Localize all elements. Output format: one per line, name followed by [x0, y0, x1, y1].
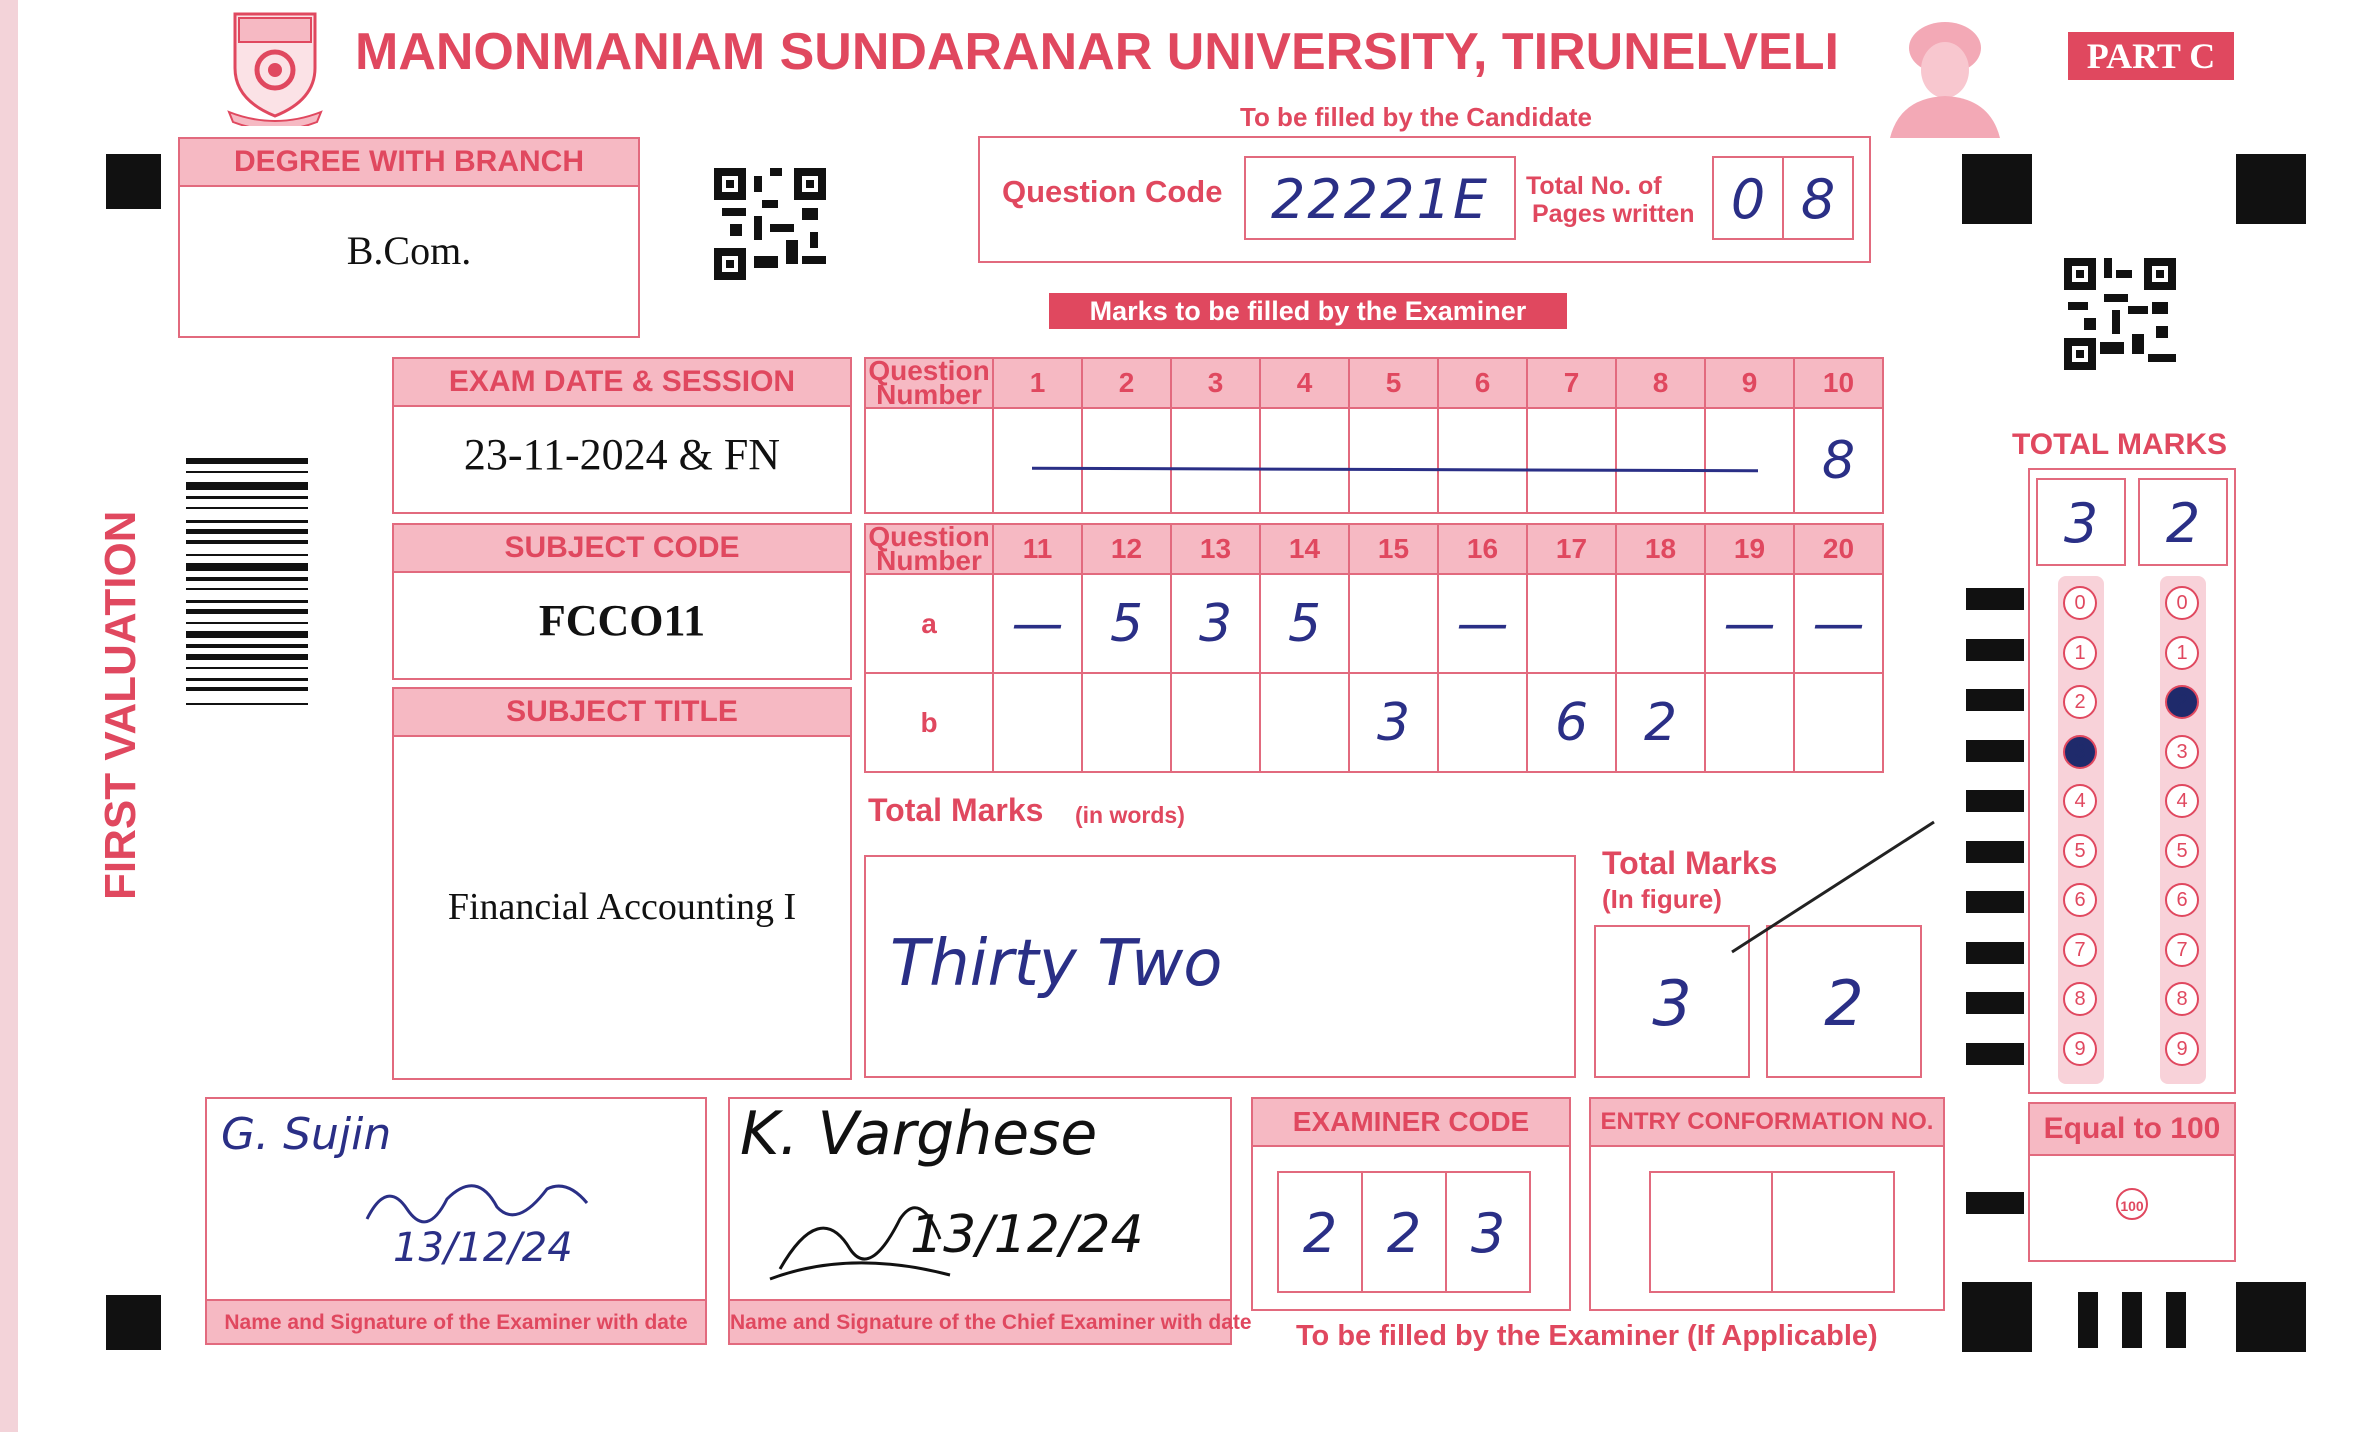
- mark-cell-11a[interactable]: —: [993, 574, 1082, 673]
- omr-bubble-col1-5[interactable]: 5: [2063, 834, 2097, 868]
- mark-cell-12a[interactable]: 5: [1082, 574, 1171, 673]
- qn-header-16: 16: [1438, 524, 1527, 574]
- timing-mark: [1966, 1043, 2024, 1065]
- pages-label-2: Pages written: [1532, 200, 1695, 228]
- mark-cell-15b[interactable]: 3: [1349, 673, 1438, 772]
- mark-cell-8[interactable]: [1616, 408, 1705, 513]
- row-a-label: a: [865, 574, 993, 673]
- pages-digit-2: 8: [1800, 168, 1836, 231]
- examiner-date: 13/12/24: [393, 1225, 573, 1271]
- degree-label: DEGREE WITH BRANCH: [180, 139, 638, 187]
- omr-bubble-col1-7[interactable]: 7: [2063, 933, 2097, 967]
- omr-bubble-col2-6[interactable]: 6: [2165, 883, 2199, 917]
- mark-cell-blank: [865, 408, 993, 513]
- timing-mark: [1966, 740, 2024, 762]
- page-edge: [0, 0, 18, 1432]
- question-number-label: [865, 355, 993, 410]
- mark-cell-18a[interactable]: [1616, 574, 1705, 673]
- timing-mark: [1966, 689, 2024, 711]
- mark-cell-16b[interactable]: [1438, 673, 1527, 772]
- barcode: [186, 458, 308, 926]
- omr-digit-1: 3: [2063, 492, 2099, 555]
- mark-cell-18b[interactable]: 2: [1616, 673, 1705, 772]
- subject-code-label: SUBJECT CODE: [394, 525, 850, 573]
- examiner-code-d2: 2: [1386, 1202, 1422, 1265]
- qn-header-7: 7: [1527, 358, 1616, 408]
- mark-cell-17b[interactable]: 6: [1527, 673, 1616, 772]
- mark-cell-19a[interactable]: —: [1705, 574, 1794, 673]
- examiner-caption: Name and Signature of the Examiner with date: [207, 1299, 705, 1343]
- total-figure-label: Total Marks: [1602, 845, 1778, 881]
- marks-grid-1: [864, 357, 1884, 514]
- timing-mark: [1966, 891, 2024, 913]
- qn-header-5: 5: [1349, 358, 1438, 408]
- mark-cell-20b[interactable]: [1794, 673, 1883, 772]
- omr-digit-box-2[interactable]: [2138, 478, 2228, 566]
- omr-bubble-col2-8[interactable]: 8: [2165, 982, 2199, 1016]
- total-figure-d2: 2: [1824, 967, 1864, 1040]
- mark-cell-7[interactable]: [1527, 408, 1616, 513]
- corner-marker-tr1: [1962, 154, 2032, 224]
- omr-bubble-col1-8[interactable]: 8: [2063, 982, 2097, 1016]
- timing-mark: [1966, 1192, 2024, 1214]
- examiner-name-handwritten: G. Sujin: [221, 1109, 392, 1160]
- mark-cell-19b[interactable]: [1705, 673, 1794, 772]
- university-title: MANONMANIAM SUNDARANAR UNIVERSITY, TIRUNELVELI: [355, 23, 1839, 81]
- total-words-sub: (in words): [1075, 802, 1185, 828]
- subject-title-label: SUBJECT TITLE: [394, 689, 850, 737]
- qn-label-2b: Number: [876, 545, 982, 576]
- mark-cell-14b[interactable]: [1260, 673, 1349, 772]
- qn-header-9: 9: [1705, 358, 1794, 408]
- bottom-bar-2: [2122, 1292, 2142, 1348]
- total-words-label: Total Marks: [868, 792, 1044, 828]
- pages-label-1: Total No. of: [1526, 172, 1662, 200]
- equal-to-bubble[interactable]: [2116, 1188, 2148, 1220]
- pages-digit-2-cell[interactable]: [1782, 156, 1854, 240]
- mark-cell-14a[interactable]: 5: [1260, 574, 1349, 673]
- question-code-label: Question Code: [1002, 174, 1223, 209]
- timing-mark: [1966, 992, 2024, 1014]
- total-figure-sub: (In figure): [1602, 884, 1722, 914]
- total-words-value: Thirty Two: [890, 927, 1223, 1001]
- omr-bubble-col2-2[interactable]: 2: [2165, 685, 2199, 719]
- timing-mark: [1966, 639, 2024, 661]
- pages-digit-1: 0: [1730, 168, 1766, 231]
- omr-bubble-col1-1[interactable]: 1: [2063, 636, 2097, 670]
- equal-to-bubble-text: 100: [2120, 1198, 2144, 1214]
- mark-cell-1[interactable]: [993, 408, 1082, 513]
- grid2-row-a: [865, 574, 1883, 673]
- total-words-field[interactable]: [864, 855, 1576, 1078]
- qn-header-17: 17: [1527, 524, 1616, 574]
- row-b-label: b: [865, 673, 993, 772]
- exam-date-box: [392, 357, 852, 514]
- qn-header-3: 3: [1171, 358, 1260, 408]
- corner-marker-br2: [2236, 1282, 2306, 1352]
- bottom-bar-3: [2166, 1292, 2186, 1348]
- question-code-field[interactable]: [1244, 156, 1516, 240]
- omr-bubble-col2-9[interactable]: 9: [2165, 1032, 2199, 1066]
- entry-conf-cell-2[interactable]: [1771, 1171, 1895, 1293]
- mark-cell-9[interactable]: [1705, 408, 1794, 513]
- entry-conf-box: [1589, 1097, 1945, 1311]
- equal-to-box: [2028, 1102, 2236, 1262]
- corner-marker-br1: [1962, 1282, 2032, 1352]
- qn-header-12: 12: [1082, 524, 1171, 574]
- footer-note: To be filled by the Examiner (If Applicable): [1296, 1320, 1878, 1352]
- total-marks-panel: [2028, 468, 2236, 1094]
- question-code-value: 22221E: [1271, 168, 1489, 231]
- timing-marks: [1966, 588, 2026, 1208]
- subject-title-box: [392, 687, 852, 1080]
- qn-label-2: Number: [876, 379, 982, 410]
- grid2-row-b: [865, 673, 1883, 772]
- equal-to-label: Equal to 100: [2030, 1104, 2234, 1156]
- chief-signature-box: [728, 1097, 1252, 1345]
- omr-bubble-col2-1[interactable]: 1: [2165, 636, 2199, 670]
- mark-cell-12b[interactable]: [1082, 673, 1171, 772]
- founder-portrait: [1880, 10, 2010, 138]
- omr-bubble-col1-6[interactable]: 6: [2063, 883, 2097, 917]
- mark-cell-20a[interactable]: —: [1794, 574, 1883, 673]
- grid1-marks-row: [865, 408, 1883, 513]
- mark-cell-5[interactable]: [1349, 408, 1438, 513]
- omr-bubble-col2-3[interactable]: 3: [2165, 735, 2199, 769]
- timing-mark: [1966, 942, 2024, 964]
- university-logo: [225, 8, 325, 126]
- mark-cell-13a[interactable]: 3: [1171, 574, 1260, 673]
- omr-bubble-col2-5[interactable]: 5: [2165, 834, 2199, 868]
- total-figure-d1: 3: [1652, 967, 1692, 1040]
- omr-bubble-col2-7[interactable]: 7: [2165, 933, 2199, 967]
- chief-date: 13/12/24: [910, 1205, 1144, 1265]
- grid2-header-row: [865, 524, 1883, 574]
- qn-header-13: 13: [1171, 524, 1260, 574]
- omr-bubble-col1-4[interactable]: 4: [2063, 784, 2097, 818]
- examiner-note-banner: Marks to be filled by the Examiner: [1049, 293, 1567, 329]
- chief-name-handwritten: K. Varghese: [740, 1099, 1098, 1169]
- exam-date-value: 23-11-2024 & FN: [463, 430, 781, 479]
- mark-cell-17a[interactable]: [1527, 574, 1616, 673]
- mark-cell-3[interactable]: [1171, 408, 1260, 513]
- total-marks-panel-label: TOTAL MARKS: [2012, 428, 2227, 461]
- examiner-code-label: EXAMINER CODE: [1253, 1099, 1569, 1147]
- subject-code-box: [392, 523, 852, 680]
- mark-cell-10[interactable]: 8: [1794, 408, 1883, 513]
- omr-bubble-col2-0[interactable]: 0: [2165, 586, 2199, 620]
- qr-code-right: [2064, 258, 2176, 370]
- examiner-code-box: [1251, 1097, 1571, 1311]
- subject-title-value: Financial Accounting I: [447, 886, 797, 928]
- omr-bubble-col1-9[interactable]: 9: [2063, 1032, 2097, 1066]
- question-number-label-2: [865, 521, 993, 576]
- qn-header-2: 2: [1082, 358, 1171, 408]
- qn-header-1: 1: [993, 358, 1082, 408]
- qn-header-11: 11: [993, 524, 1082, 574]
- question-code-box: [978, 136, 1871, 263]
- timing-mark: [1966, 588, 2024, 610]
- mark-cell-16a[interactable]: —: [1438, 574, 1527, 673]
- corner-marker-tr2: [2236, 154, 2306, 224]
- examiner-code-cell-3[interactable]: [1445, 1171, 1531, 1293]
- subject-code-value: FCCO11: [538, 596, 706, 645]
- pen-stroke: [1720, 812, 1950, 962]
- timing-mark: [1966, 841, 2024, 863]
- entry-conf-cell-1[interactable]: [1649, 1171, 1773, 1293]
- mark-cell-15a[interactable]: [1349, 574, 1438, 673]
- marks-grid-2: [864, 523, 1884, 773]
- chief-caption: Name and Signature of the Chief Examiner with date: [730, 1299, 1230, 1343]
- qn-header-20: 20: [1794, 524, 1883, 574]
- omr-bubble-col1-2[interactable]: 2: [2063, 685, 2097, 719]
- corner-marker-bl: [106, 1295, 161, 1350]
- mark-cell-4[interactable]: [1260, 408, 1349, 513]
- qn-header-6: 6: [1438, 358, 1527, 408]
- qn-label-1: Question: [868, 355, 990, 386]
- candidate-note: To be filled by the Candidate: [1240, 102, 1592, 132]
- entry-conf-label: ENTRY CONFORMATION NO.: [1591, 1099, 1943, 1147]
- part-badge: PART C: [2068, 32, 2234, 80]
- qn-header-15: 15: [1349, 524, 1438, 574]
- qn-header-10: 10: [1794, 358, 1883, 408]
- examiner-code-d1: 2: [1302, 1202, 1338, 1265]
- pages-digit-1-cell[interactable]: [1712, 156, 1784, 240]
- examiner-code-cell-2[interactable]: [1361, 1171, 1447, 1293]
- examiner-signature-box: [205, 1097, 707, 1345]
- omr-bubble-col1-0[interactable]: 0: [2063, 586, 2097, 620]
- grid1-header-row: [865, 358, 1883, 408]
- first-valuation-label: FIRST VALUATION: [96, 510, 145, 900]
- timing-mark: [1966, 790, 2024, 812]
- mark-cell-2[interactable]: [1082, 408, 1171, 513]
- degree-box: [178, 137, 640, 338]
- qn-header-4: 4: [1260, 358, 1349, 408]
- omr-digit-box-1[interactable]: [2036, 478, 2126, 566]
- omr-bubble-col1-3[interactable]: 3: [2063, 735, 2097, 769]
- qn-header-8: 8: [1616, 358, 1705, 408]
- qn-header-14: 14: [1260, 524, 1349, 574]
- mark-cell-13b[interactable]: [1171, 673, 1260, 772]
- omr-digit-2: 2: [2165, 492, 2201, 555]
- mark-cell-11b[interactable]: [993, 673, 1082, 772]
- qn-header-18: 18: [1616, 524, 1705, 574]
- corner-marker-tl: [106, 154, 161, 209]
- exam-date-label: EXAM DATE & SESSION: [394, 359, 850, 407]
- degree-value: B.Com.: [346, 228, 472, 273]
- bottom-bar-1: [2078, 1292, 2098, 1348]
- omr-bubble-col2-4[interactable]: 4: [2165, 784, 2199, 818]
- qn-header-19: 19: [1705, 524, 1794, 574]
- examiner-code-d3: 3: [1470, 1202, 1506, 1265]
- qr-code-left: [714, 168, 826, 280]
- qn-label-1b: Question: [868, 521, 990, 552]
- mark-cell-6[interactable]: [1438, 408, 1527, 513]
- examiner-code-cell-1[interactable]: [1277, 1171, 1363, 1293]
